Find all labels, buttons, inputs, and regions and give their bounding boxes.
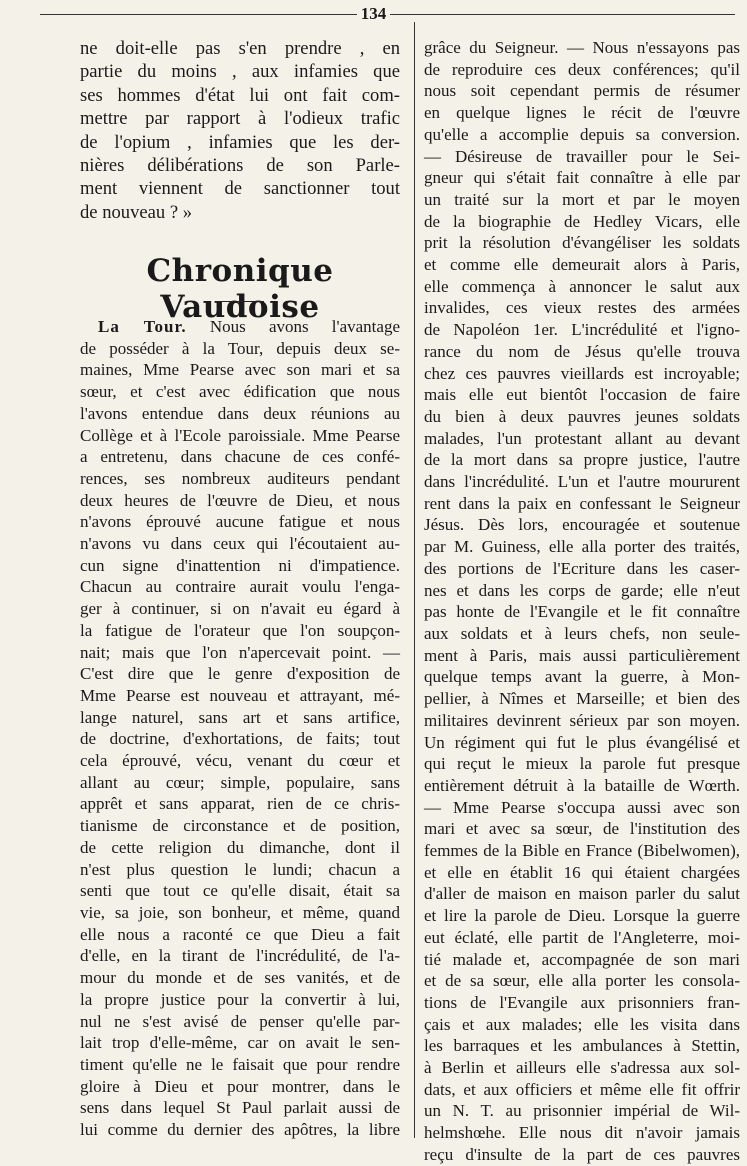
- text-line: de la biographie de Hedley Vicars, elle: [424, 211, 740, 231]
- text-line: et comme elle demeurait alors à Paris,: [424, 255, 740, 275]
- text-line: rance du nom de Jésus qu'elle trouva: [424, 341, 740, 361]
- text-line: sens dans lequel St Paul parlait aussi de: [80, 1098, 400, 1118]
- text-line: des portions de l'Ecriture dans les caser-: [424, 558, 740, 578]
- text-line: en quelque lignes le récit de l'œuvre: [424, 103, 740, 123]
- text-line: de posséder à la Tour, depuis deux se-: [80, 338, 400, 358]
- page-number: [0, 4, 747, 24]
- text-line: aux soldats et à leurs chefs, non seule-: [424, 623, 740, 643]
- text-line: Jésus. Dès lors, encouragée et soutenue: [424, 515, 740, 535]
- text-line: de la mort dans sa propre justice, l'autre: [424, 450, 740, 470]
- text-line: invalides, ces vieux restes des armées: [424, 298, 740, 318]
- text-line: apprêt et sans apparat, rien de ce chris-: [80, 794, 400, 814]
- text-line: eut éclaté, elle partit de l'Angleterre, moi-: [424, 927, 740, 947]
- text-line: [80, 316, 400, 338]
- text-line: dans l'incrédulité. L'un et l'autre moururent: [424, 472, 740, 492]
- text-line: timent qu'elle ne le faisait que pour rendre: [80, 1054, 400, 1074]
- text-line: tions de l'Evangile aux prisonniers fran-: [424, 992, 740, 1012]
- text-line: partie du moins , aux infamies que: [80, 61, 400, 83]
- text-line: la fatigue de l'orateur que l'on soupçon-: [80, 620, 400, 640]
- text-line: de cette religion du dimanche, dont il: [80, 837, 400, 857]
- text-line: mari et avec sa sœur, de l'institution des: [424, 819, 740, 839]
- text-line: çais et aux malades; elle les visita dans: [424, 1014, 740, 1034]
- text-line-rest: Nous avons l'avantage: [186, 317, 400, 336]
- text-line: de Napoléon 1er. L'incrédulité et l'igno-: [424, 320, 740, 340]
- text-line: et lire la parole de Dieu. Lorsque la guerre: [424, 906, 740, 926]
- text-line: femmes de la Bible en France (Bibelwomen),: [424, 841, 740, 861]
- text-line: elle nous a raconté ce que Dieu a fait: [80, 924, 400, 944]
- text-line: sœur, et c'est avec édification que nous: [80, 382, 400, 402]
- text-line: ne doit-elle pas s'en prendre , en: [80, 38, 400, 59]
- text-line: de reproduire ces deux conférences; qu'il: [424, 59, 740, 79]
- left-column-quote: [80, 37, 400, 224]
- title-divider: [216, 301, 264, 302]
- left-column-article: [80, 316, 400, 1141]
- text-line: d'elle, en la tirant de l'incrédulité, de l'a-: [80, 946, 400, 966]
- text-line: cun signe d'inattention ni d'impatience.: [80, 555, 400, 575]
- text-line: malades, l'un protestant allant au devant: [424, 428, 740, 448]
- text-line: grâce du Seigneur. — Nous n'essayons pas: [424, 38, 740, 57]
- page-number-text: 134: [357, 4, 391, 23]
- right-column-article: [424, 37, 740, 1166]
- text-line: et elle en établit 16 qui étaient chargées: [424, 862, 740, 882]
- text-line: allant au cœur; simple, populaire, sans: [80, 772, 400, 792]
- text-line: de nouveau ? »: [80, 201, 193, 223]
- text-line: n'avons éprouvé aucune fatigue et nous: [80, 512, 400, 532]
- text-line: qu'elle a accomplie depuis sa conversion.: [424, 124, 740, 144]
- text-line: du bien à deux pauvres jeunes soldats: [424, 406, 740, 426]
- text-line: vie, sa joie, son bonheur, et même, quand: [80, 902, 400, 922]
- text-line: — Désireuse de travailler pour le Sei-: [424, 146, 740, 166]
- text-line: Un régiment qui fut le plus évangélisé et: [424, 732, 740, 752]
- text-line: un N. T. au prisonnier impérial de Wil-: [424, 1101, 740, 1121]
- text-line: senti que tout ce qu'elle disait, était sa: [80, 881, 400, 901]
- text-line: un traité sur la mort et par le moyen: [424, 189, 740, 209]
- text-line: qui reçut le mieux la parole fut presque: [424, 754, 740, 774]
- text-line: de l'opium , infamies que les der-: [80, 131, 400, 153]
- text-line: pas honte de l'Evangile et le fit connaître: [424, 602, 740, 622]
- text-line: mais elle eut bientôt l'occasion de faire: [424, 385, 740, 405]
- text-line: n'avons vu dans ceux qui l'écoutaient au-: [80, 534, 400, 554]
- text-line: nes et dans les corps de garde; elle n'eut: [424, 580, 740, 600]
- text-line: mour du monde et de ses vanités, et de: [80, 968, 400, 988]
- lead-in: La Tour.: [98, 317, 187, 336]
- column-divider: [414, 22, 415, 1138]
- text-line: gloire à Dieu et pour montrer, dans le: [80, 1076, 400, 1096]
- text-line: tianisme de circonstance et de position,: [80, 816, 400, 836]
- text-line: — Mme Pearse s'occupa aussi avec son: [424, 797, 740, 817]
- text-line: mettre par rapport à l'odieux trafic: [80, 108, 400, 130]
- text-line: ses hommes d'état lui ont fait com-: [80, 84, 400, 106]
- text-line: nous soit cependant permis de résumer: [424, 81, 740, 101]
- text-line: nul ne s'est avisé de penser qu'elle par-: [80, 1011, 400, 1031]
- text-line: quelque temps avant la guerre, à Mon-: [424, 667, 740, 687]
- text-line: lange naturel, sans art et sans artifice,: [80, 707, 400, 727]
- text-line: a entretenu, dans chacune de ces confé-: [80, 447, 400, 467]
- text-line: reçu d'insulte de la part de ces pauvres: [424, 1144, 740, 1164]
- text-line: dats, et aux officiers et même elle fit offrir: [424, 1079, 740, 1099]
- text-line: nait; mais que l'on n'apercevait point. —: [80, 642, 400, 662]
- text-line: cela éprouvé, vécu, venant du cœur et: [80, 751, 400, 771]
- text-line: à Berlin et ailleurs elle s'adressa aux sol-: [424, 1058, 740, 1078]
- section-title: Chronique Vaudoise: [146, 253, 334, 325]
- text-line: rences, ses nombreux auditeurs pendant: [80, 468, 400, 488]
- text-line: l'avons entendue dans deux réunions au: [80, 403, 400, 423]
- text-line: ger à continuer, si on n'avait eu égard à: [80, 599, 400, 619]
- text-line: Collège et à l'Ecole paroissiale. Mme Pearse: [80, 425, 400, 445]
- text-line: ment à Paris, mais aussi particulièrement: [424, 645, 740, 665]
- text-line: par M. Guiness, elle alla porter des traités,: [424, 537, 740, 557]
- text-line: nières délibérations de son Parle-: [80, 155, 400, 177]
- text-line: Mme Pearse est nouveau et attrayant, mé-: [80, 685, 400, 705]
- text-line: la propre justice pour la convertir à lui,: [80, 989, 400, 1009]
- text-line: lui comme du dernier des apôtres, la libre: [80, 1120, 400, 1140]
- text-line: gneur qui s'était fait connaître à elle par: [424, 168, 740, 188]
- text-line: et de sa sœur, elle alla porter les consola-: [424, 971, 740, 991]
- text-line: d'aller de maison en maison parler du salut: [424, 884, 740, 904]
- text-line: chez ces pauvres vieillards est incroyable;: [424, 363, 740, 383]
- text-line: Chacun au contraire aurait voulu l'enga-: [80, 577, 400, 597]
- text-line: C'est dire que le genre d'exposition de: [80, 664, 400, 684]
- text-line: maines, Mme Pearse avec son mari et sa: [80, 360, 400, 380]
- text-line: de doctrine, d'exhortations, de faits; tout: [80, 729, 400, 749]
- text-line: militaires devinrent sérieux par son moyen.: [424, 710, 740, 730]
- text-line: lait trop d'elle-même, car on avait le sen-: [80, 1033, 400, 1053]
- text-line: helmshœhe. Elle nous dit n'avoir jamais: [424, 1123, 740, 1143]
- text-line: deux heures de l'œuvre de Dieu, et nous: [80, 490, 400, 510]
- text-line: elle commença à annoncer le salut aux: [424, 276, 740, 296]
- text-line: tié malade et, accompagnée de son mari: [424, 949, 740, 969]
- text-line: n'est plus question le lundi; chacun a: [80, 859, 400, 879]
- text-line: prit la résolution d'évangéliser les soldats: [424, 233, 740, 253]
- text-line: les barraques et les ambulances à Stettin,: [424, 1036, 740, 1056]
- text-line: entièrement détruit à la bataille de Wœrth.: [424, 775, 740, 795]
- text-line: pellier, à Nîmes et Marseille; et bien des: [424, 689, 740, 709]
- text-line: rent dans la paix en confessant le Seigneur: [424, 493, 740, 513]
- text-line: ment viennent de sanctionner tout: [80, 178, 400, 200]
